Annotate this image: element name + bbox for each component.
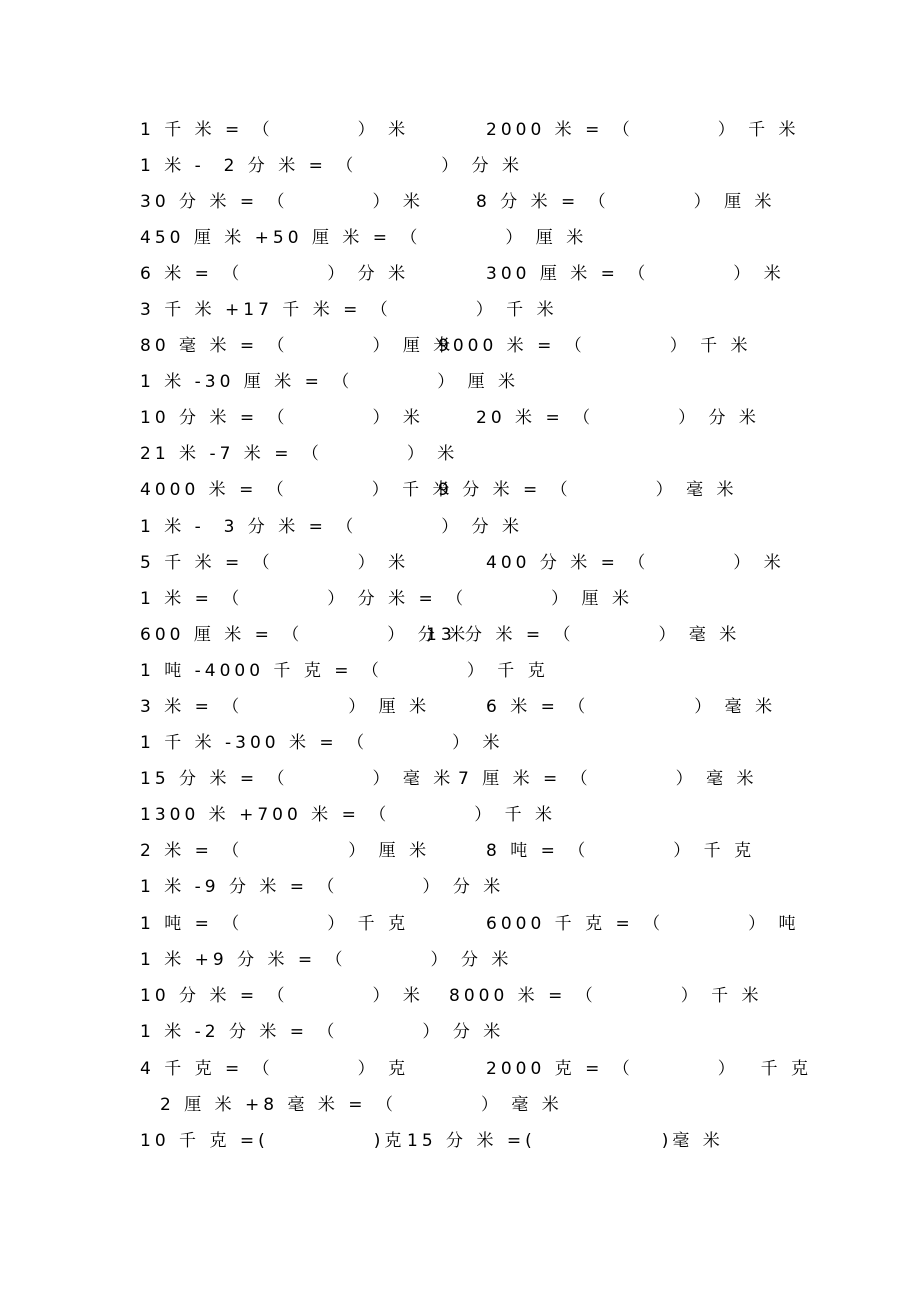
exercise-row [0, 1126, 920, 1156]
conversion-problem: 80 毫 米 = （ ） 厘 米 [140, 336, 455, 356]
exercise-row [0, 872, 920, 902]
conversion-problem: 3 千 米 +17 千 米 = （ ） 千 米 [140, 300, 558, 320]
exercise-row [0, 1090, 920, 1120]
conversion-problem: 1 千 米 = （ ） 米 [140, 120, 410, 140]
conversion-problem: 5 千 米 = （ ） 米 [140, 553, 410, 573]
conversion-problem: 1 米 - 3 分 米 = （ ） 分 米 [140, 517, 524, 537]
conversion-problem: 9 分 米 = （ ） 毫 米 [438, 480, 738, 500]
conversion-problem: 1 千 米 -300 米 = （ ） 米 [140, 733, 504, 753]
exercise-row [0, 584, 920, 614]
conversion-problem: 1 米 - 2 分 米 = （ ） 分 米 [140, 156, 524, 176]
exercise-row [0, 295, 920, 325]
conversion-problem: 20 米 = （ ） 分 米 [476, 408, 760, 428]
conversion-problem: 8000 米 = （ ） 千 米 [449, 986, 763, 1006]
conversion-problem: 30 分 米 = （ ） 米 [140, 192, 424, 212]
conversion-problem: 2000 米 = （ ） 千 米 [486, 120, 800, 140]
exercise-row [0, 548, 920, 578]
exercise-row [0, 836, 920, 866]
conversion-problem: 4 千 克 = （ ） 克 [140, 1059, 410, 1079]
conversion-problem: 1 吨 -4000 千 克 = （ ） 千 克 [140, 661, 549, 681]
conversion-problem: 1 吨 = （ ） 千 克 [140, 914, 410, 934]
conversion-problem: 1 米 -30 厘 米 = （ ） 厘 米 [140, 372, 520, 392]
exercise-row [0, 909, 920, 939]
conversion-problem: 1 米 -2 分 米 = （ ） 分 米 [140, 1022, 505, 1042]
exercise-row [0, 945, 920, 975]
exercise-row [0, 475, 920, 505]
exercise-row [0, 981, 920, 1011]
conversion-problem: 8 吨 = （ ） 千 克 [486, 841, 756, 861]
conversion-problem: 6 米 = （ ） 毫 米 [486, 697, 777, 717]
exercise-row [0, 1017, 920, 1047]
conversion-problem: 2000 克 = （ ） 千 克 [486, 1059, 813, 1079]
exercise-row [0, 367, 920, 397]
exercise-row [0, 403, 920, 433]
conversion-problem: 13 分 米 = （ ） 毫 米 [426, 625, 741, 645]
conversion-problem: 400 分 米 = （ ） 米 [486, 553, 785, 573]
exercise-row [0, 331, 920, 361]
exercise-row [0, 187, 920, 217]
conversion-problem: 10 分 米 = （ ） 米 [140, 408, 424, 428]
conversion-problem: 600 厘 米 = （ ） 分 米 [140, 625, 470, 645]
conversion-problem: 3 米 = （ ） 厘 米 [140, 697, 431, 717]
exercise-row [0, 151, 920, 181]
conversion-problem: 8 分 米 = （ ） 厘 米 [476, 192, 776, 212]
conversion-problem: 7 厘 米 = （ ） 毫 米 [458, 769, 758, 789]
conversion-problem: 2 厘 米 +8 毫 米 = （ ） 毫 米 [160, 1095, 563, 1115]
exercise-row [0, 259, 920, 289]
conversion-problem: 1 米 = （ ） 分 米 = （ ） 厘 米 [140, 589, 633, 609]
exercise-row [0, 115, 920, 145]
conversion-problem: 15 分 米 = （ ） 毫 米 [140, 769, 455, 789]
exercise-row [0, 439, 920, 469]
exercise-row [0, 620, 920, 650]
exercise-row [0, 692, 920, 722]
conversion-problem: 300 厘 米 = （ ） 米 [486, 264, 785, 284]
exercise-row [0, 800, 920, 830]
exercise-row [0, 223, 920, 253]
conversion-problem: 6 米 = （ ） 分 米 [140, 264, 410, 284]
conversion-problem: 450 厘 米 +50 厘 米 = （ ） 厘 米 [140, 228, 588, 248]
exercise-row [0, 512, 920, 542]
conversion-problem: 1 米 -9 分 米 = （ ） 分 米 [140, 877, 505, 897]
conversion-problem: 10 分 米 = （ ） 米 [140, 986, 424, 1006]
exercise-row [0, 764, 920, 794]
conversion-problem: 21 米 -7 米 = （ ） 米 [140, 444, 459, 464]
conversion-problem: 10 千 克 =( )克 [140, 1131, 406, 1151]
conversion-problem: 1300 米 +700 米 = （ ） 千 米 [140, 805, 557, 825]
exercise-row [0, 728, 920, 758]
conversion-problem: 6000 千 克 = （ ） 吨 [486, 914, 800, 934]
conversion-problem: 15 分 米 =( )毫 米 [407, 1131, 724, 1151]
conversion-problem: 1 米 +9 分 米 = （ ） 分 米 [140, 950, 513, 970]
exercise-row [0, 656, 920, 686]
conversion-problem: 2 米 = （ ） 厘 米 [140, 841, 431, 861]
conversion-problem: 4000 米 = （ ） 千 米 [140, 480, 454, 500]
conversion-problem: 9000 米 = （ ） 千 米 [438, 336, 752, 356]
exercise-row [0, 1054, 920, 1084]
